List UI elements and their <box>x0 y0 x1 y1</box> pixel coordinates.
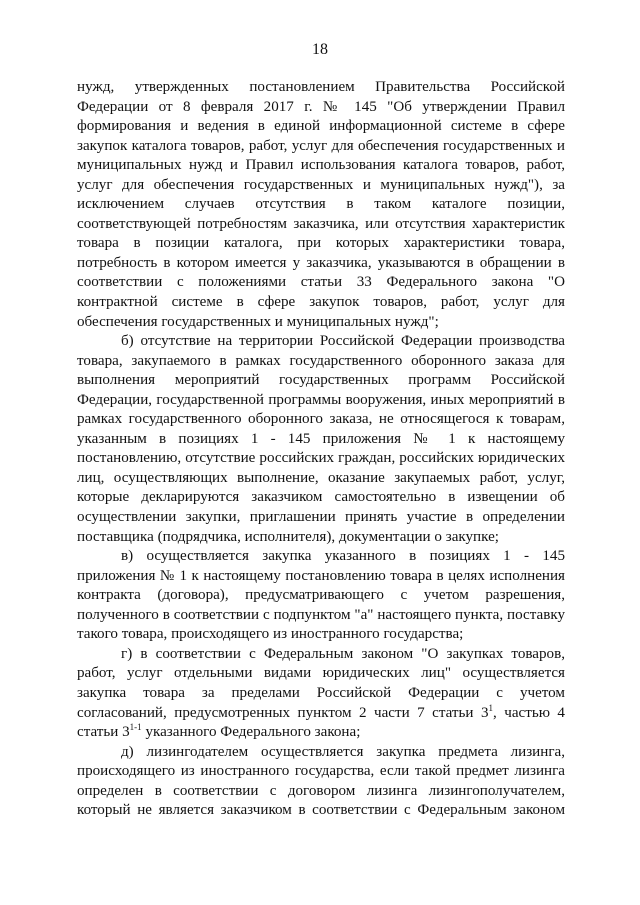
paragraph-item-d: д) лизингодателем осуществляется закупка предмета лизинга, происходящего из иностранного государства, если такой предмет лизинга определен в соответствии с договором лизинга лизингополучателем, который не является заказчиком в соответствии с Федеральным законом <box>77 743 565 819</box>
item-g-text-before: г) в соответствии с Федеральным законом "О закупках товаров, работ, услуг отдельными видами юридических лиц" осуществляется закупка товара за пределами Российской Федерации с учетом согласований, предусмотренных пунктом 2 части 7 статьи 3 <box>77 645 565 721</box>
item-g-superscript-2: 1-1 <box>129 722 142 733</box>
page-number: 18 <box>312 41 328 58</box>
item-g-text-after: указанного Федерального закона; <box>141 724 361 741</box>
paragraph-item-v: в) осуществляется закупка указанного в позициях 1 - 145 приложения № 1 к настоящему постановлению товара в целях исполнения контракта (договора), предусматривающего с учетом разрешения, полученного в соответствии с подпунктом "а" настоящего пункта, поставку такого товара, происходящего из иностранного государства; <box>77 548 565 643</box>
paragraph-continuation: нужд, утвержденных постановлением Правительства Российской Федерации от 8 февраля 2017 г. № 145 "Об утверждении Правил формирования и ведения в единой информационной системе в сфере закупок каталога товаров, работ, услуг для обеспечения государственных и муниципальных нужд и Правил использования каталога товаров, работ, услуг для обеспечения государственных и муниципальных нужд"), за исключением случаев отсутствия в таком каталоге позиции, соответствующей потребностям заказчика, или отсутствия характеристик товара в позиции каталога, при которых характеристики товара, потребность в котором имеется у заказчика, указываются в обращении в соответствии с положениями статьи 33 Федерального закона "О контрактной системе в сфере закупок товаров, работ, услуг для обеспечения государственных и муниципальных нужд"; <box>77 79 565 330</box>
paragraph-item-g <box>77 645 565 743</box>
item-g-superscript-1: 1 <box>488 702 493 713</box>
paragraph-item-b: б) отсутствие на территории Российской Федерации производства товара, закупаемого в рамках государственного оборонного заказа для выполнения мероприятий государственных программ Российской Федерации, государственной программы вооружения, иных мероприятий в рамках государственного оборонного заказа, не относящегося к товарам, указанным в позициях 1 - 145 приложения № 1 к настоящему постановлению, отсутствие российских граждан, российских юридических лиц, осуществляющих выполнение, оказание закупаемых работ, услуг, которые декларируются заказчиком самостоятельно в извещении об осуществлении закупки, приглашении принять участие в определении поставщика (подрядчика, исполнителя), документации о закупке; <box>77 333 565 545</box>
document-body <box>77 78 565 821</box>
item-g-text-middle: , частью 4 статьи 3 <box>77 704 565 741</box>
